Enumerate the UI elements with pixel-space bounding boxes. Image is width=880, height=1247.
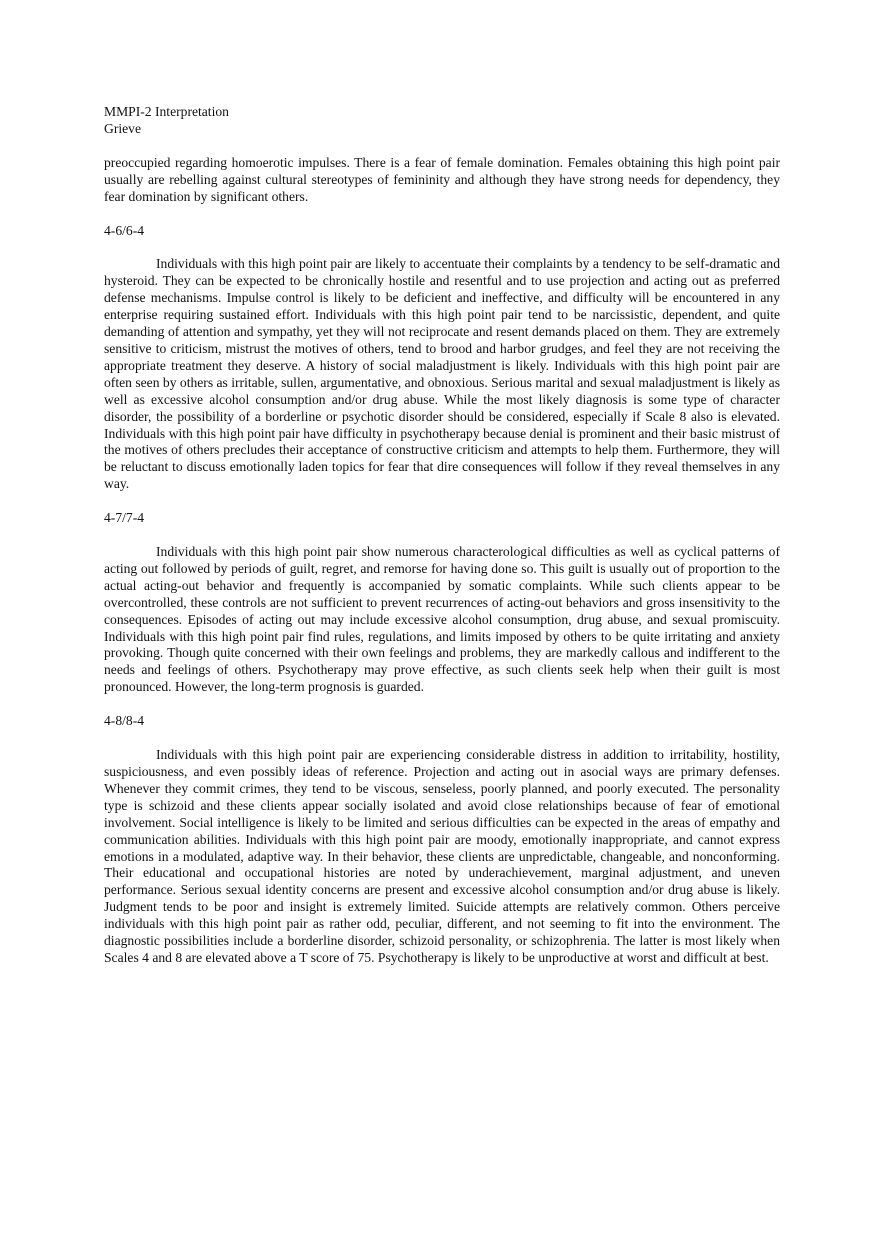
section-paragraph-4-7: Individuals with this high point pair show numerous characterological difficulties as well as cyclical patterns of acting out followed by periods of guilt, regret, and remorse for having done so. This guilt is usually out of proportion to the actual acting-out behavior and frequently is accompanied by somatic complaints. While such clients appear to be overcontrolled, these controls are not sufficient to prevent recurrences of acting-out behaviors and gross insensitivity to the consequences. Episodes of acting out may include excessive alcohol consumption, drug abuse, and sexual promiscuity. Individuals with this high point pair find rules, regulations, and limits imposed by others to be quite irritating and anxiety provoking. Though quite concerned with their own feelings and problems, they are markedly callous and indifferent to the needs and feelings of others. Psychotherapy may prove effective, as such clients seek help when their guilt is most pronounced. However, the long-term prognosis is guarded. [104, 544, 780, 695]
spacer [104, 696, 780, 713]
spacer [104, 493, 780, 510]
intro-paragraph: preoccupied regarding homoerotic impulses. There is a fear of female domination. Females obtaining this high point pair usually are rebelling against cultural stereotypes of femininity and although they have strong needs for dependency, they fear domination by significant others. [104, 154, 780, 204]
spacer [104, 138, 780, 155]
spacer [104, 239, 780, 256]
section-heading-4-8: 4-8/8-4 [104, 713, 145, 729]
document-title: MMPI-2 Interpretation [104, 104, 229, 119]
document-page [104, 104, 780, 967]
document-author: Grieve [104, 120, 141, 136]
section-heading-4-7: 4-7/7-4 [104, 510, 145, 526]
spacer [104, 206, 780, 223]
spacer [104, 730, 780, 747]
section-paragraph-4-6: Individuals with this high point pair are likely to accentuate their complaints by a tendency to be self-dramatic and hysteroid. They can be expected to be chronically hostile and resentful and to use projection and acting out as preferred defense mechanisms. Impulse control is likely to be deficient and ineffective, and difficulty will be encountered in any enterprise requiring sustained effort. Individuals with this high point pair tend to be narcissistic, dependent, and quite demanding of attention and sympathy, yet they will not reciprocate and resent demands placed on them. They are extremely sensitive to criticism, mistrust the motives of others, tend to brood and harbor grudges, and feel they are not receiving the appropriate treatment they deserve. A history of social maladjustment is likely. Individuals with this high point pair are often seen by others as irritable, sullen, argumentative, and obnoxious. Serious marital and sexual maladjustment is likely as well as excessive alcohol consumption and/or drug abuse. While the most likely diagnosis is some type of character disorder, the possibility of a borderline or psychotic disorder should be considered, especially if Scale 8 also is elevated. Individuals with this high point pair have difficulty in psychotherapy because denial is prominent and their basic mistrust of the motives of others precludes their acceptance of constructive criticism and attempts to help them. Furthermore, they will be reluctant to discuss emotionally laden topics for fear that dire consequences will follow if they reveal themselves in any way. [104, 256, 780, 492]
spacer [104, 527, 780, 544]
section-paragraph-4-8: Individuals with this high point pair are experiencing considerable distress in addition to irritability, hostility, suspiciousness, and even possibly ideas of reference. Projection and acting out in asocial ways are primary defenses. Whenever they commit crimes, they tend to be viscous, senseless, poorly planned, and poorly executed. The personality type is schizoid and these clients appear socially isolated and avoid close relationships because of fear of emotional involvement. Social intelligence is likely to be limited and serious difficulties can be expected in the areas of empathy and communication abilities. Individuals with this high point pair are moody, emotionally inappropriate, and cannot express emotions in a modulated, adaptive way. In their behavior, these clients are unpredictable, changeable, and nonconforming. Their educational and occupational histories are noted by underachievement, marginal adjustment, and uneven performance. Serious sexual identity concerns are present and excessive alcohol consumption and/or drug abuse is likely. Judgment tends to be poor and insight is extremely limited. Suicide attempts are relatively common. Others perceive individuals with this high point pair as rather odd, peculiar, different, and not seeming to fit into the environment. The diagnostic possibilities include a borderline disorder, schizoid personality, or schizophrenia. The latter is most likely when Scales 4 and 8 are elevated above a T score of 75. Psychotherapy is likely to be unproductive at worst and difficult at best. [104, 747, 780, 965]
section-heading-4-6: 4-6/6-4 [104, 222, 145, 238]
